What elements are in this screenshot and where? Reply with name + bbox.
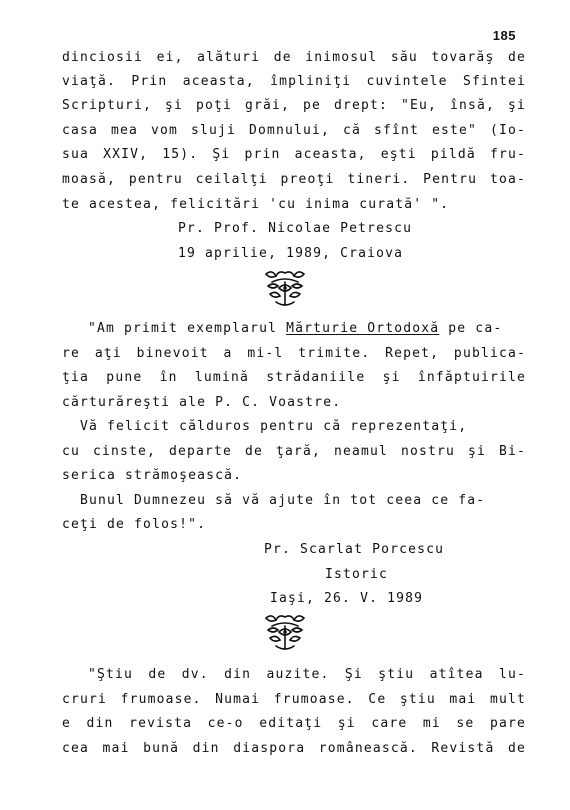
floral-ornament-icon — [262, 612, 308, 652]
text-line: dinciosii ei, alături de inimosul său tovarăş de — [62, 50, 526, 65]
signature-name: Pr. Prof. Nicolae Petrescu — [178, 221, 413, 236]
signature-date: Iaşi, 26. V. 1989 — [270, 591, 424, 606]
quote-open-text: "Am primit exemplarul — [88, 321, 287, 336]
text-line: e din revista ce-o editaţi şi care mi se pare — [62, 716, 526, 731]
signature-role: Istoric — [325, 567, 389, 582]
text-line: moasă, pentru ceilalţi preoţi tineri. Pentru toa- — [62, 172, 526, 187]
text-continuation: pe ca- — [439, 321, 503, 336]
page-number: 185 — [492, 28, 516, 43]
text-line — [88, 319, 526, 339]
floral-ornament-icon — [262, 268, 308, 308]
signature-date: 19 aprilie, 1989, Craiova — [178, 246, 404, 261]
text-line: cea mai bună din diaspora românească. Revistă de — [62, 741, 526, 756]
text-line: "Ştiu de dv. din auzite. Şi ştiu atîtea lu- — [88, 667, 526, 682]
text-line: ceţi de folos!". — [62, 517, 207, 532]
text-line: Scripturi, şi poţi grăi, pe drept: "Eu, însă, şi — [62, 98, 526, 113]
text-line: Vă felicit călduros pentru că reprezentaţi, — [62, 419, 468, 434]
text-line: casa mea vom sluji Domnului, că sfînt este" (Io- — [62, 123, 526, 138]
text-line: sua XXIV, 15). Şi prin aceasta, eşti pildă fru- — [62, 147, 526, 162]
text-line: cruri frumoase. Numai frumoase. Ce ştiu mai mult — [62, 692, 526, 707]
text-line: ţia pune în lumină strădaniile şi înfăptuirile — [62, 370, 526, 385]
text-line: Bunul Dumnezeu să vă ajute în tot ceea ce fa- — [62, 493, 486, 508]
signature-name: Pr. Scarlat Porcescu — [264, 542, 445, 557]
text-line: cu cinste, departe de ţară, neamul nostru şi Bi- — [62, 444, 526, 459]
text-line: te acestea, felicitări 'cu inima curată' ". — [62, 197, 450, 212]
text-line: re aţi binevoit a mi-l trimite. Repet, publica- — [62, 346, 526, 361]
publication-title: Mărturie Ortodoxă — [286, 321, 440, 336]
text-line: serica strămoşească. — [62, 468, 243, 483]
text-line: viaţă. Prin aceasta, împliniţi cuvintele Sfintei — [62, 74, 526, 89]
text-line: cărturăreşti ale P. C. Voastre. — [62, 395, 342, 410]
